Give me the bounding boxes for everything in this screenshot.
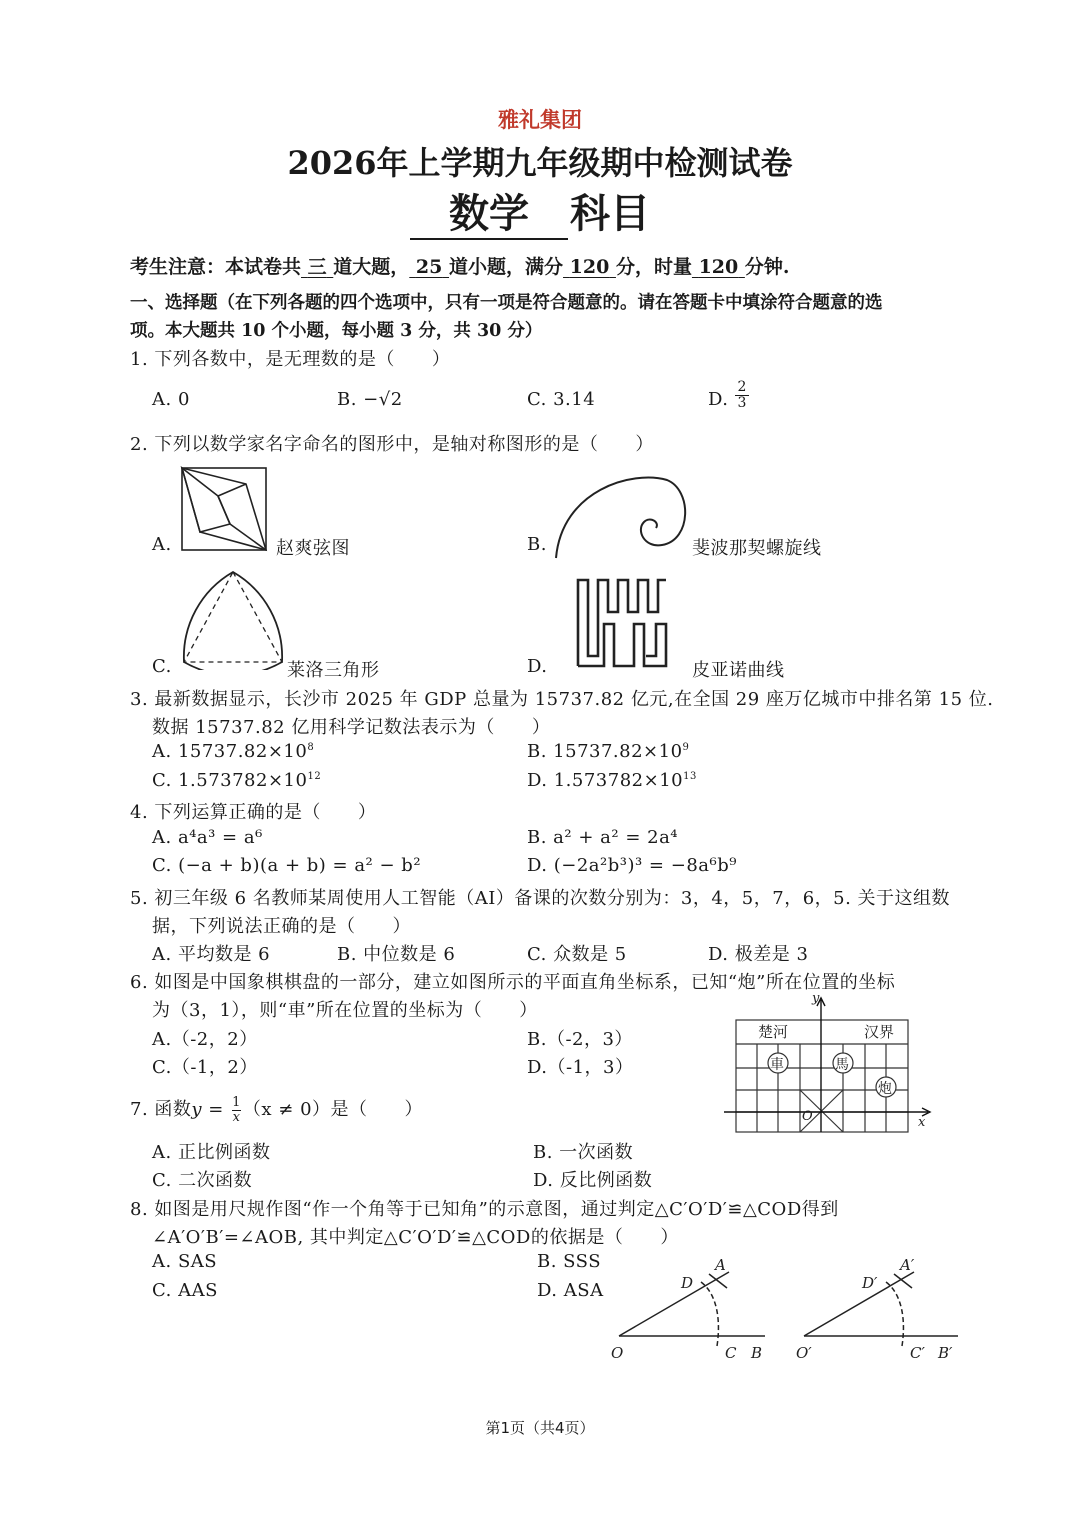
q7-fraction: $\frac{1}{x}$ <box>232 1094 241 1125</box>
section-one-line2: 项。本大题共 10 个小题，每小题 3 分，共 30 分） <box>130 321 543 341</box>
q2-option-b-label: B. <box>527 534 547 555</box>
q2-option-a-label: A. <box>152 534 172 555</box>
q8-line1: 8. 如图是用尺规作图“作一个角等于已知角”的示意图，通过判定△C′O′D′≌△COD得到 <box>130 1199 839 1220</box>
label-a: A <box>715 1256 726 1274</box>
label-d: D <box>681 1274 694 1292</box>
q6-option-b: B.（-2，3） <box>527 1029 633 1050</box>
q4-option-a: A. a⁴a³ = a⁶ <box>152 827 263 848</box>
label-d-prime: D′ <box>862 1274 878 1292</box>
q2-option-c-label: C. <box>152 656 172 677</box>
subject-name: 数学 <box>410 190 568 240</box>
q3-line2: 数据 15737.82 亿用科学记数法表示为（ ） <box>152 717 551 738</box>
q6-line2: 为（3，1），则“車”所在位置的坐标为（ ） <box>152 1000 538 1021</box>
q8-line2: ∠A′O′B′=∠AOB, 其中判定△C′O′D′≌△COD的依据是（ ） <box>152 1227 679 1248</box>
y-axis-label: y <box>812 992 820 1006</box>
q5-option-a: A. 平均数是 6 <box>152 944 271 965</box>
subject-suffix: 科目 <box>570 190 650 237</box>
q8-option-b: B. SSS <box>537 1251 602 1272</box>
q5-line2: 据，下列说法正确的是（ ） <box>152 916 411 937</box>
q4-option-b: B. a² + a² = 2a⁴ <box>527 827 679 848</box>
q2-option-c-name: 莱洛三角形 <box>287 660 380 681</box>
q7-option-a: A. 正比例函数 <box>152 1142 271 1163</box>
q6-option-d: D.（-1，3） <box>527 1057 634 1078</box>
q1-option-a: A. 0 <box>152 389 190 410</box>
chinese-chess-board-figure <box>720 992 940 1137</box>
piece-che: 車 <box>770 1057 784 1073</box>
q7-stem: 7. 函数y = $\frac{1}{x}$ （x ≠ 0）是（ ） <box>130 1094 424 1125</box>
q3-option-a: A. $15737.82\times 10^8$ <box>152 741 315 762</box>
q2-option-b-name: 斐波那契螺旋线 <box>692 538 822 559</box>
q5-line1: 5. 初三年级 6 名教师某周使用人工智能（AI）备课的次数分别为：3，4，5，7，6，5. 关于这组数 <box>130 888 951 909</box>
q2-option-d-name: 皮亚诺曲线 <box>692 660 785 681</box>
piece-ma: 馬 <box>835 1057 849 1073</box>
river-left-label: 楚河 <box>758 1023 789 1041</box>
q4-stem: 4. 下列运算正确的是（ ） <box>130 802 377 823</box>
q8-option-a: A. SAS <box>152 1251 218 1272</box>
label-c: C <box>725 1344 737 1362</box>
q7-option-b: B. 一次函数 <box>533 1142 634 1163</box>
q5-option-b: B. 中位数是 6 <box>337 944 456 965</box>
label-b: B <box>751 1344 763 1362</box>
q1-option-b: B. −√2 <box>337 389 403 410</box>
label-c-prime: C′ <box>910 1344 925 1362</box>
q2-option-d-label: D. <box>527 656 548 677</box>
q1-stem: 1. 下列各数中，是无理数的是（ ） <box>130 349 451 370</box>
q3-line1: 3. 最新数据显示，长沙市 2025 年 GDP 总量为 15737.82 亿元,在全国 29 座万亿城市中排名第 15 位. <box>130 689 994 710</box>
q3-option-c: C. $1.573782\times 10^{12}$ <box>152 770 322 791</box>
group-name: 雅礼集团 <box>498 108 582 132</box>
x-axis-label: x <box>918 1115 926 1130</box>
river-right-label: 汉界 <box>864 1023 895 1041</box>
exam-title: 2026年上学期九年级期中检测试卷 <box>287 144 793 182</box>
zhao-shuang-figure <box>180 466 268 552</box>
q5-option-c: C. 众数是 5 <box>527 944 627 965</box>
q4-option-d: D. (−2a²b³)³ = −8a⁶b⁹ <box>527 855 737 876</box>
peano-curve-figure <box>574 576 670 670</box>
q3-option-b: B. $15737.82\times 10^9$ <box>527 741 690 762</box>
q1-option-d: D. <box>708 389 729 410</box>
q2-option-a-name: 赵爽弦图 <box>276 538 350 559</box>
q4-option-c: C. (−a + b)(a + b) = a² − b² <box>152 855 422 876</box>
label-a-prime: A′ <box>900 1256 915 1274</box>
page-number: 第1页（共4页） <box>485 1419 595 1437</box>
section-one-line1: 一、选择题（在下列各题的四个选项中，只有一项是符合题意的。请在答题卡中填涂符合题意的选 <box>130 293 883 313</box>
angle-construction-figure-copy <box>790 1252 970 1364</box>
piece-pao: 炮 <box>878 1081 892 1097</box>
exam-notice: 考生注意：本试卷共 三 道大题， 25 道小题，满分 120 分，时量 120 分钟. <box>130 256 790 278</box>
label-b-prime: B′ <box>938 1344 953 1362</box>
q6-option-a: A.（-2，2） <box>152 1029 258 1050</box>
q2-stem: 2. 下列以数学家名字命名的图形中，是轴对称图形的是（ ） <box>130 434 654 455</box>
q7-option-d: D. 反比例函数 <box>533 1170 653 1191</box>
label-o-prime: O′ <box>796 1344 812 1362</box>
fibonacci-spiral-figure <box>552 470 692 562</box>
q6-line1: 6. 如图是中国象棋棋盘的一部分，建立如图所示的平面直角坐标系，已知“炮”所在位置的坐标 <box>130 972 896 993</box>
origin-label: O <box>802 1109 813 1124</box>
q7-option-c: C. 二次函数 <box>152 1170 253 1191</box>
q1-fraction: 2 3 <box>735 380 749 411</box>
q8-option-c: C. AAS <box>152 1280 218 1301</box>
label-o: O <box>611 1344 624 1362</box>
q5-option-d: D. 极差是 3 <box>708 944 809 965</box>
reuleaux-triangle-figure <box>178 568 288 670</box>
q6-option-c: C.（-1，2） <box>152 1057 258 1078</box>
q3-option-d: D. $1.573782\times 10^{13}$ <box>527 770 697 791</box>
angle-construction-figure-original <box>605 1252 775 1364</box>
q1-option-c: C. 3.14 <box>527 389 596 410</box>
q8-option-d: D. ASA <box>537 1280 604 1301</box>
